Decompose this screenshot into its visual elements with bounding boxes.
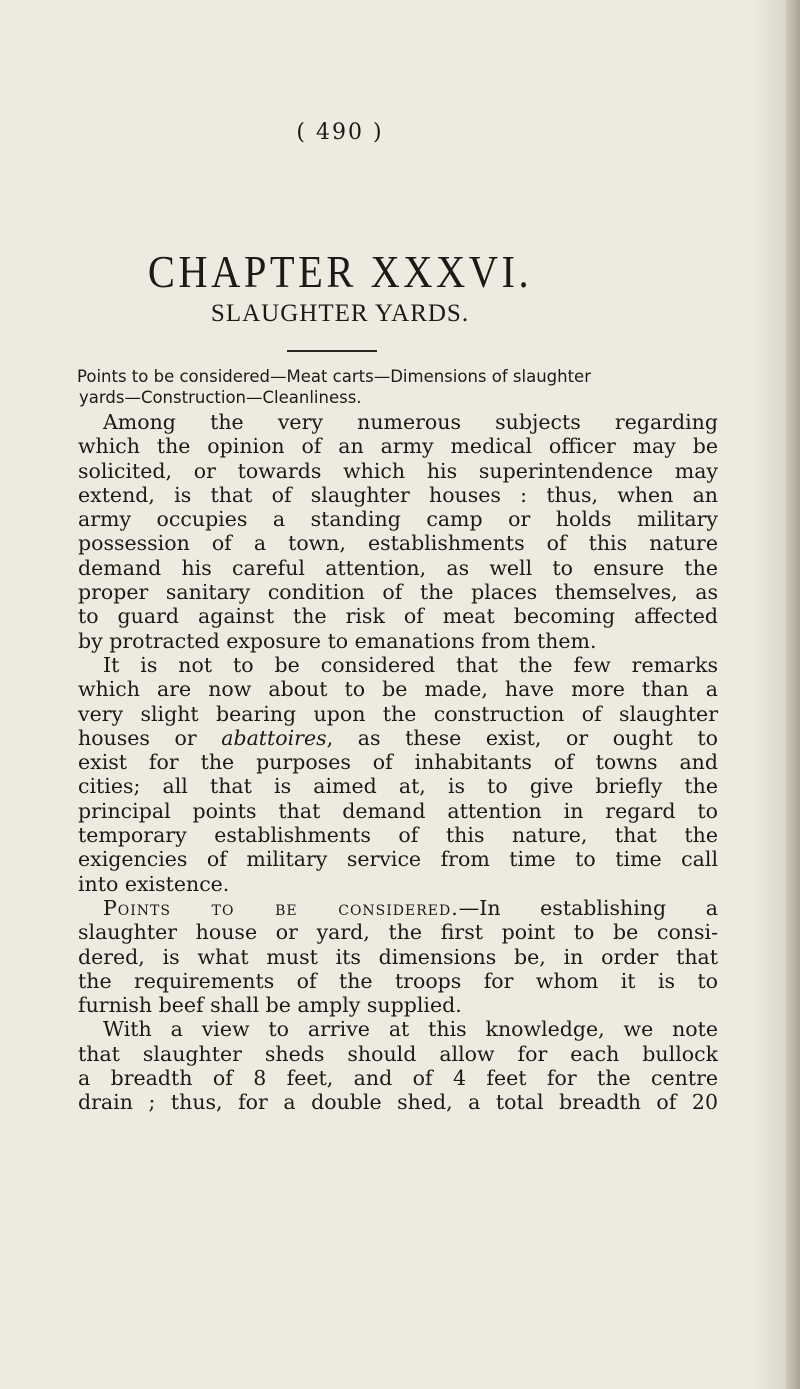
paragraph-line: extend, is that of slaughter houses : thus, when an [78,482,718,507]
paragraph-line: With a view to arrive at this knowledge, we note [103,1017,718,1042]
text-run: houses or [78,725,222,750]
summary-line: Points to be considered—Meat carts—Dimensions of slaughter [77,367,591,386]
paragraph-line: slaughter house or yard, the first point to be consi- [78,920,718,945]
paragraph-line: possession of a town, establishments of this nature [78,531,718,556]
paragraph-line: army occupies a standing camp or holds military [78,507,718,532]
paragraph-line: to guard against the risk of meat becoming affected [78,604,718,629]
paragraph-line: furnish beef shall be amply supplied. [78,993,462,1018]
paragraph-line: which the opinion of an army medical officer may be [78,434,718,459]
paragraph-line: proper sanitary condition of the places themselves, as [78,580,718,605]
paragraph-line: drain ; thus, for a double shed, a total breadth of 20 [78,1090,718,1115]
paragraph-line: exigencies of military service from time to time call [78,847,718,872]
paragraph-line-with-italic [78,726,718,750]
section-heading: Points to be considered. [103,895,459,920]
paragraph-line-with-heading [78,896,718,920]
text-run: —In establishing a [458,895,718,920]
paragraph-line: cities; all that is aimed at, is to give briefly the [78,774,718,799]
paragraph-line: a breadth of 8 feet, and of 4 feet for the centre [78,1066,718,1091]
paragraph-line: which are now about to be made, have more than a [78,677,718,702]
summary-line: yards—Construction—Cleanliness. [79,388,362,407]
paragraph-line: temporary establishments of this nature, that the [78,823,718,848]
paragraph-line: dered, is what must its dimensions be, in order that [78,944,718,969]
chapter-subtitle: SLAUGHTER YARDS. [210,300,470,327]
paragraph-line: Among the very numerous subjects regarding [103,410,718,434]
text-run: , as these exist, or ought to [326,725,718,750]
chapter-summary [77,366,717,408]
italic-term: abattoires [221,725,327,750]
paragraph-line: that slaughter sheds should allow for each bullock [78,1041,718,1066]
paragraph-line: by protracted exposure to emanations from them. [78,628,597,653]
paragraph-line: exist for the purposes of inhabitants of towns and [78,750,718,775]
paragraph-line: solicited, or towards which his superintendence may [78,458,718,483]
page-number: ( 490 ) [296,120,384,145]
paragraph-line: very slight bearing upon the construction of slaughter [78,701,718,726]
divider-rule [287,350,377,352]
paragraph-line: into existence. [78,871,230,896]
chapter-title: CHAPTER XXXVI. [147,246,533,297]
page-edge [786,0,800,1389]
paragraph-line: the requirements of the troops for whom it is to [78,968,718,993]
chapter-body [78,410,718,1115]
paragraph-line: It is not to be considered that the few remarks [103,652,718,677]
paragraph-line: demand his careful attention, as well to ensure the [78,555,718,580]
paragraph-line: principal points that demand attention in regard to [78,798,718,823]
